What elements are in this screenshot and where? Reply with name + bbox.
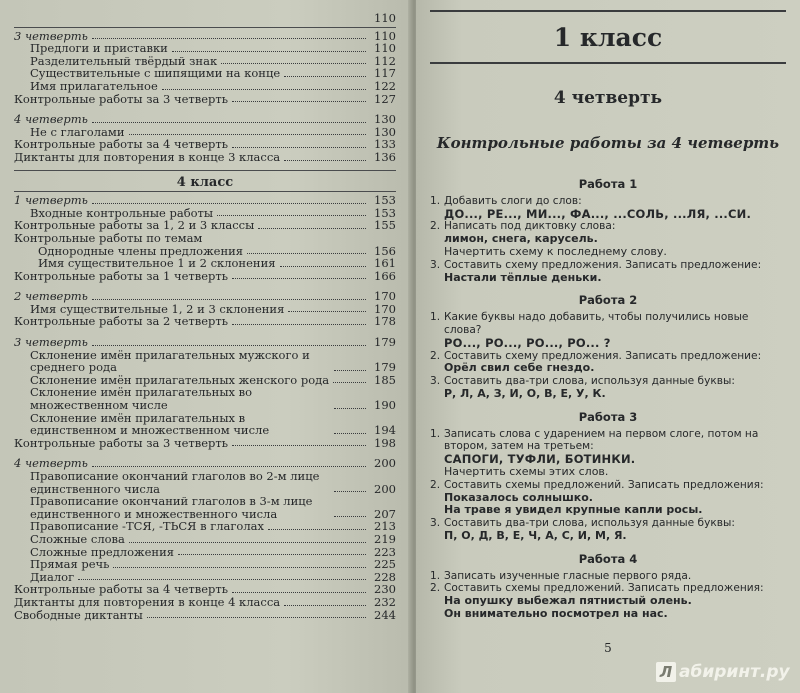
toc-row: Правописание -ТСЯ, -ТЬСЯ в глаголах 213 [30,519,396,534]
toc-quarter-heading: 3 четверть 110 [14,28,396,43]
toc-quarter-heading: 1 четверть 153 [14,193,396,208]
page-number: 110 [374,11,396,25]
toc-quarter-heading: 3 четверть 179 [14,335,396,350]
section-heading: Контрольные работы за 4 четверть [436,134,780,152]
task-example: На опушку выбежал пятнистый олень. [444,594,692,608]
page-number: 5 [604,641,612,655]
toc-row: Контрольные работы за 1 четверть 166 [14,268,396,283]
toc-row: Правописание окончаний глаголов в 3-м лице единственного и множественного числа 207 [30,494,396,521]
task-example: Р, Л, А, З, И, О, В, Е, У, К. [444,386,606,400]
table-of-contents [14,12,396,621]
task-example: Настали тёплые деньки. [444,270,602,284]
toc-row: Контрольные работы за 3 четверть 127 [14,91,396,106]
task-note: Начертить схему к последнему слову. [444,244,667,258]
toc-quarter-heading: 4 четверть 200 [14,456,396,471]
watermark-text: абиринт.ру [679,662,790,682]
task-example: РО..., РО..., РО..., РО... ? [444,335,611,350]
task-example: Он внимательно посмотрел на нас. [444,606,668,620]
labirint-logo-icon: Л [656,662,676,682]
task-example: На траве я увидел крупные капли росы. [444,503,703,517]
works-list [430,178,786,621]
toc-row: Не с глаголами 130 [30,124,396,139]
divider [14,191,396,192]
task-example: САПОГИ, ТУФЛИ, БОТИНКИ. [444,452,636,467]
toc-row: Существительные с шипящими на конце 117 [30,66,396,81]
grade-title: 1 класс [430,10,786,64]
work-title: Работа 3 [578,409,638,424]
work-title: Работа 2 [578,293,638,308]
task: 1. Записать изученные гласные первого ряда. [430,569,692,582]
task: 2. Составить схемы предложений. Записать предложения: [430,582,764,595]
toc-row: Прямая речь 225 [30,557,396,572]
toc-row: Свободные диктанты 244 [14,607,396,622]
toc-row: Имя существительные 1, 2 и 3 склонения 170 [30,301,396,316]
divider [14,27,396,28]
toc-row: Склонение имён прилагательных в единственном и множественном числе 194 [30,410,396,438]
toc-row: Склонение имён прилагательных мужского и среднего рода 179 [30,347,396,375]
task: 3. Составить два-три слова, используя данные буквы: [430,375,735,388]
toc-row: Сложные слова 219 [30,531,396,546]
task: 2. Составить схемы предложений. Записать предложения: [430,478,764,491]
toc-row: Однородные члены предложения 156 [38,243,396,258]
toc-row: Предлоги и приставки 110 [30,41,396,56]
toc-row [14,12,396,25]
task-example: ДО..., РЕ..., МИ..., ФА..., ...СОЛЬ, ...ЛЯ, ...СИ. [444,206,752,221]
task: 1. Какие буквы надо добавить, чтобы получились новые слова? [430,311,749,336]
right-page [416,0,800,693]
task: 3. Составить схему предложения. Записать предложение: [430,258,762,271]
task-example: лимон, снега, карусель. [444,232,598,246]
task-note: Начертить схемы этих слов. [444,464,609,478]
task: 2. Написать под диктовку слова: [430,220,616,233]
watermark-logo [656,662,790,682]
grade-heading: 4 класс [176,174,234,190]
divider [14,170,396,171]
task-example: П, О, Д, В, Е, Ч, А, С, И, М, Я. [444,528,627,542]
work-title: Работа 4 [578,551,638,566]
toc-row: Контрольные работы за 4 четверть 133 [14,137,396,152]
task: 1. Добавить слоги до слов: [430,194,582,207]
toc-row: Склонение имён прилагательных во множественном числе 190 [30,385,396,413]
toc-row: Разделительный твёрдый знак 112 [30,53,396,68]
toc-row: Диалог 228 [30,569,396,584]
task-example: Орёл свил себе гнездо. [444,361,595,375]
toc-row: Склонение имён прилагательных женского рода 185 [30,372,396,387]
toc-row: Имя существительное 1 и 2 склонения 161 [38,256,396,271]
toc-row: Правописание окончаний глаголов во 2-м лице единственного числа 200 [30,469,396,496]
toc-row: Контрольные работы по темам [14,230,203,245]
toc-row: Контрольные работы за 2 четверть 178 [14,314,396,329]
toc-quarter-heading: 2 четверть 170 [14,289,396,304]
task-example: Показалось солнышко. [444,490,593,504]
toc-row: Сложные предложения 223 [30,544,396,559]
toc-quarter-heading: 4 четверть 130 [14,112,396,127]
work-title: Работа 1 [578,177,638,191]
toc-row: Контрольные работы за 4 четверть 230 [14,582,396,597]
toc-row: Диктанты для повторения в конце 4 класса 232 [14,594,396,609]
task: 2. Составить схему предложения. Записать предложение: [430,349,762,362]
toc-row: Контрольные работы за 1, 2 и 3 классы 155 [14,218,396,233]
toc-row: Диктанты для повторения в конце 3 класса 136 [14,149,396,164]
toc-row: Входные контрольные работы 153 [30,205,396,220]
task: 3. Составить два-три слова, используя данные буквы: [430,517,735,530]
toc-row: Имя прилагательное 122 [30,78,396,93]
task: 1. Записать слова с ударением на первом слоге, потом на втором, затем на третьем: [430,427,759,453]
toc-row: Контрольные работы за 3 четверть 198 [14,435,396,450]
quarter-heading: 4 четверть [553,88,663,108]
